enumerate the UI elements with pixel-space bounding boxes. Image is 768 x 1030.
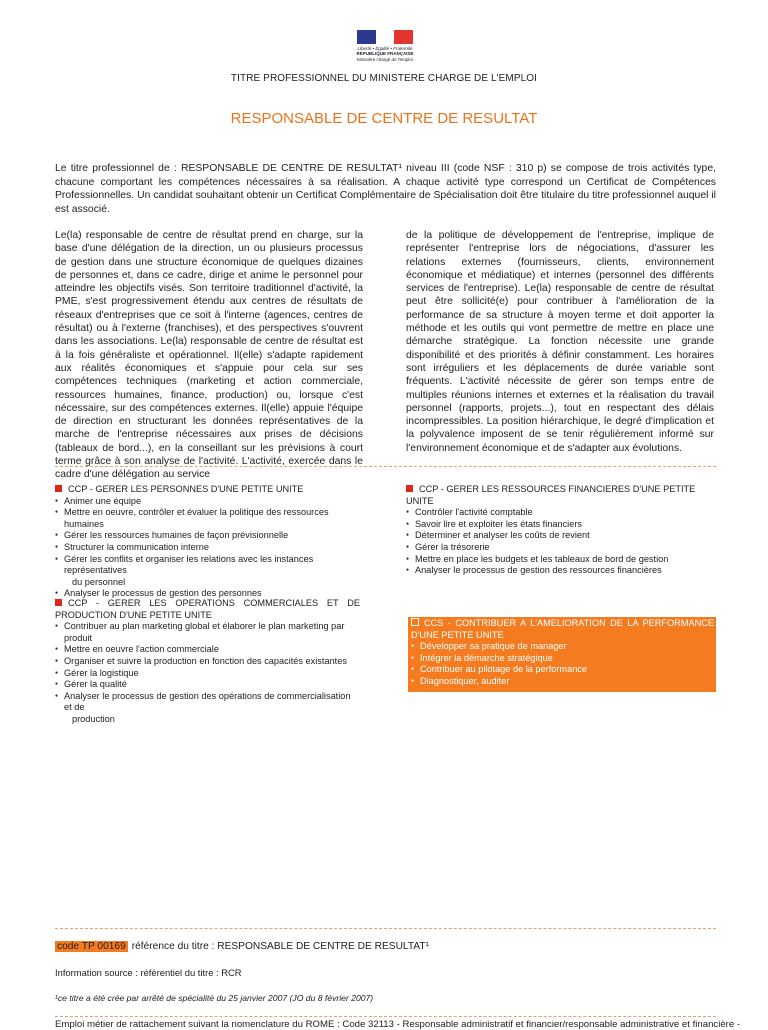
hollow-square-icon	[411, 618, 419, 626]
logo-republic: RÉPUBLIQUE FRANÇAISE	[356, 51, 414, 56]
code-badge: code TP 00169	[57, 941, 126, 952]
list-item: ● Mettre en oeuvre l'action commerciale	[55, 644, 360, 656]
red-square-icon	[55, 599, 62, 606]
page-title: RESPONSABLE DE CENTRE DE RESULTAT	[230, 110, 538, 127]
section-divider	[55, 928, 716, 929]
list-item: ● Gérer la logistique	[55, 668, 360, 680]
description-right-column: de la politique de développement de l'entreprise, implique de représenter l'entreprise lors de négociations, d'assurer les relations externes (fournisseurs, clients, environnement économique et médiatique) et internes (personnel des différents services de l'entreprise). Le(la) responsable de centre de résultat peut être sollicité(e) pour contribuer à l'amélioration de la performance de sa structure à moyen terme et doit apporter la méthode et les outils qui vont permettre de mettre en place une démarche stratégique. La fonction nécessite une grande disponibilité et des priorités à définir constamment. Les horaires sont irréguliers et les déplacements de durée variable sont fréquents. L'activité nécessite de gérer son temps entre de multiples réunions internes et externes et la réalisation du travail personnel (rapports, projets...), tout en respectant des délais incompressibles. La position hiérarchique, le degré d'implication et la polyvalence imposent de se tenir régulièrement informé sur l'environnement économique et de s'adapter aux évolutions.	[406, 230, 714, 454]
french-flag-icon	[357, 30, 413, 44]
ccp-title: CCP - GERER LES RESSOURCES FINANCIERES D'UNE PETITE UNITE	[406, 484, 696, 506]
ccp-finance-block	[406, 484, 716, 577]
list-item: ● Contrôler l'activité comptable	[406, 507, 716, 519]
list-item: ● Contribuer au plan marketing global et élaborer le plan marketing par produit	[55, 621, 360, 644]
list-item: ● Mettre en place les budgets et les tableaux de bord de gestion	[406, 554, 716, 566]
list-item: ● Contribuer au pilotage de la performance	[411, 664, 716, 676]
list-item: ● Animer une équipe	[55, 496, 365, 508]
logo-motto: Liberté • Égalité • Fraternité	[357, 46, 413, 51]
information-source: Information source : référentiel du titre : RCR	[55, 967, 242, 978]
red-square-icon	[55, 485, 62, 492]
list-item: ● Savoir lire et exploiter les états financiers	[406, 519, 716, 531]
list-item: ● Mettre en oeuvre, contrôler et évaluer la politique des ressources humaines	[55, 507, 365, 530]
ccp-title: CCP - GERER LES PERSONNES D'UNE PETITE UNITE	[55, 484, 365, 496]
list-item: ● Intégrer la démarche stratégique	[411, 653, 716, 665]
reference-text: référence du titre : RESPONSABLE DE CENTRE DE RESULTAT¹	[131, 941, 429, 952]
ccp-title: CCP - GERER LES OPERATIONS COMMERCIALES ET DE	[55, 598, 360, 610]
ccp-skill-list	[406, 507, 716, 577]
list-item: ● Analyser le processus de gestion des personnes	[55, 588, 365, 600]
list-item: ● Structurer la communication interne	[55, 542, 365, 554]
rome-reference: Emploi métier de rattachement suivant la nomenclature du ROME : Code 32113 - Responsable administratif et financier/responsable administrative et financière -	[55, 1019, 741, 1030]
title-reference	[55, 941, 429, 952]
list-item: ● Gérer la trésorerie	[406, 542, 716, 554]
footnote: ¹ce titre a été crée par arrêté de spécialité du 25 janvier 2007 (JO du 8 février 2007)	[55, 993, 374, 1003]
ccp-title-continued: PRODUCTION D'UNE PETITE UNITE	[55, 609, 212, 620]
ministry-logo	[355, 30, 415, 64]
list-item: ● Diagnostiquer, auditer	[411, 676, 716, 688]
description-left-column: Le(la) responsable de centre de résultat prend en charge, sur la base d'une délégation de la direction, un ou plusieurs processus de gestion dans une structure économique de quelques dizaines de personnes et, dans ce cadre, dirige et anime le personnel pour atteindre les objectifs visés. Son territoire traditionnel d'activité, la PME, s'est progressivement étendu aux centres de résultats de réseaux d'entreprises que ce soit à l'interne (agences, centres de résultat) ou à l'externe (franchises), et des perspectives s'ouvrent dans les associations. Le(la) responsable de centre de résultat est à la fois généraliste et opérationnel. Il(elle) s'adapte rapidement aux réalités économiques et s'appuie pour cela sur ses compétences techniques (marketing et action commerciale, ressources humaines, finance, production) ou, lorsque c'est nécessaire, sur des compétences externes. Il(elle) appuie l'équipe de direction en structurant les données représentatives de la marche de l'entreprise nécessaires aux prises de décisions (tableaux de bord...), en la conseillant sur les prévisions à court terme grâce à son analyse de l'activité. L'activité, exercée dans le cadre d'une délégation au service	[55, 230, 363, 481]
ccp-skill-list	[55, 496, 365, 600]
list-item: ● Analyser le processus de gestion des ressources financières	[406, 565, 716, 577]
ccs-title: CCS - CONTRIBUER A L'AMELIORATION DE LA PERFORMANCE	[411, 618, 716, 630]
section-divider	[55, 1016, 716, 1017]
document-header: TITRE PROFESSIONNEL DU MINISTERE CHARGE DE L'EMPLOI	[230, 73, 538, 84]
ccp-skill-list	[55, 621, 360, 725]
ccs-performance-block	[408, 617, 716, 692]
red-square-icon	[406, 485, 413, 492]
ccp-commercial-block	[55, 598, 360, 726]
list-item: ● Développer sa pratique de manager	[411, 641, 716, 653]
list-item: ● Gérer la qualité	[55, 679, 360, 691]
list-item: ● Gérer les conflits et organiser les relations avec les instances représentatives du personnel	[55, 554, 365, 589]
list-item: ● Gérer les ressources humaines de façon prévisionnelle	[55, 530, 365, 542]
ccs-skill-list	[411, 641, 716, 687]
intro-paragraph: Le titre professionnel de : RESPONSABLE DE CENTRE DE RESULTAT¹ niveau III (code NSF : 310 p) se compose de trois activités type, chacune comportant les compétences nécessaires à sa réalisation. A chaque activité type correspond un Certificat de Compétences Professionnelles. Un candidat souhaitant obtenir un Certificat Complémentaire de Spécialisation doit être titulaire du titre professionnel auquel il est associé.	[55, 163, 716, 215]
list-item: ● Déterminer et analyser les coûts de revient	[406, 530, 716, 542]
logo-ministry: Ministère chargé de l'emploi	[357, 56, 413, 62]
ccp-persons-block	[55, 484, 365, 600]
list-item: ● Organiser et suivre la production en fonction des capacités existantes	[55, 656, 360, 668]
ccs-title-continued: D'UNE PETITE UNITE	[411, 629, 504, 640]
section-divider	[55, 466, 716, 467]
list-item: ● Analyser le processus de gestion des opérations de commercialisation et de production	[55, 691, 360, 726]
